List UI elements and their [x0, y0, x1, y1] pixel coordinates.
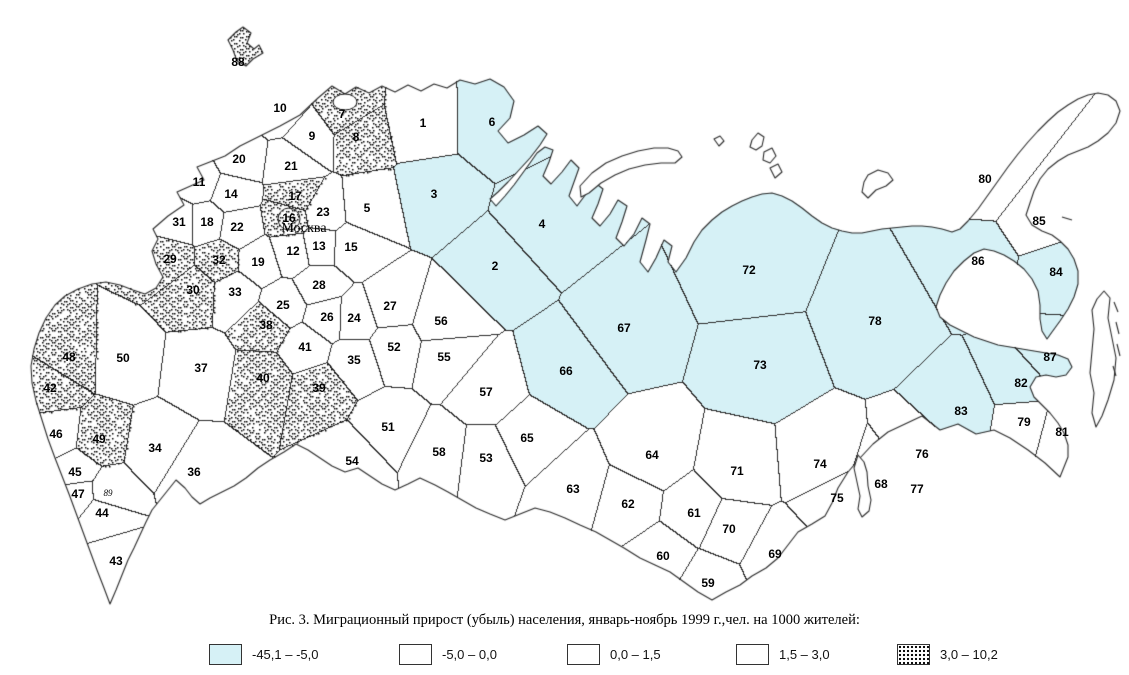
region-label-66: 66 [559, 364, 573, 378]
region-label-46: 46 [49, 427, 63, 441]
region-label-35: 35 [347, 353, 361, 367]
city-label-москва: Москва [281, 221, 327, 236]
legend-label-2: -5,0 – 0,0 [442, 647, 497, 662]
region-label-37: 37 [194, 361, 208, 375]
region-label-32: 32 [212, 253, 226, 267]
region-label-84: 84 [1049, 265, 1063, 279]
region-label-9: 9 [308, 129, 316, 143]
region-label-76: 76 [915, 447, 929, 461]
region-label-10: 10 [273, 101, 287, 115]
region-label-60: 60 [656, 549, 670, 563]
region-label-64: 64 [645, 448, 659, 462]
region-label-71: 71 [730, 464, 744, 478]
region-label-6: 6 [488, 115, 496, 129]
region-label-88: 88 [231, 55, 245, 69]
region-label-25: 25 [276, 298, 290, 312]
region-label-18: 18 [200, 215, 214, 229]
region-label-58: 58 [432, 445, 446, 459]
region-label-45: 45 [68, 465, 82, 479]
region-label-42: 42 [43, 381, 57, 395]
region-label-49: 49 [92, 432, 106, 446]
region-label-23: 23 [316, 205, 330, 219]
region-label-5: 5 [363, 201, 371, 215]
region-label-31: 31 [172, 215, 186, 229]
region-label-59: 59 [701, 576, 715, 590]
region-label-39: 39 [312, 381, 326, 395]
legend-label-4: 1,5 – 3,0 [779, 647, 830, 662]
region-label-17: 17 [288, 189, 302, 203]
region-label-8: 8 [352, 130, 360, 144]
region-label-53: 53 [479, 451, 493, 465]
region-label-61: 61 [687, 506, 701, 520]
region-label-70: 70 [722, 522, 736, 536]
region-label-3: 3 [430, 187, 438, 201]
region-label-54: 54 [345, 454, 359, 468]
region-label-79: 79 [1017, 415, 1031, 429]
region-label-85: 85 [1032, 214, 1046, 228]
region-label-26: 26 [320, 310, 334, 324]
region-label-28: 28 [312, 278, 326, 292]
region-label-21: 21 [284, 159, 298, 173]
region-label-44: 44 [95, 506, 109, 520]
region-label-83: 83 [954, 404, 968, 418]
region-label-40: 40 [256, 371, 270, 385]
region-label-74: 74 [813, 457, 827, 471]
region-label-48: 48 [62, 350, 76, 364]
region-label-89: 89 [103, 488, 113, 498]
region-label-56: 56 [434, 314, 448, 328]
region-label-65: 65 [520, 431, 534, 445]
region-label-55: 55 [437, 350, 451, 364]
region-label-34: 34 [148, 441, 162, 455]
region-label-22: 22 [230, 220, 244, 234]
region-label-77: 77 [910, 482, 924, 496]
region-label-4: 4 [538, 217, 546, 231]
map-caption: Рис. 3. Миграционный прирост (убыль) населения, январь-ноябрь 1999 г.,чел. на 1000 жителей: [269, 612, 860, 628]
legend-label-3: 0,0 – 1,5 [610, 647, 661, 662]
region-label-7: 7 [338, 107, 346, 121]
region-label-16: 16 [282, 211, 296, 225]
region-label-50: 50 [116, 351, 130, 365]
region-label-19: 19 [251, 255, 265, 269]
region-label-69: 69 [768, 547, 782, 561]
region-label-73: 73 [753, 358, 767, 372]
region-label-81: 81 [1055, 425, 1069, 439]
region-label-43: 43 [109, 554, 123, 568]
region-label-20: 20 [232, 152, 246, 166]
region-label-33: 33 [228, 285, 242, 299]
region-label-62: 62 [621, 497, 635, 511]
legend-label-5: 3,0 – 10,2 [940, 647, 998, 662]
region-label-72: 72 [742, 263, 756, 277]
region-label-63: 63 [566, 482, 580, 496]
region-label-30: 30 [186, 283, 200, 297]
region-label-86: 86 [971, 254, 985, 268]
region-label-36: 36 [187, 465, 201, 479]
region-label-11: 11 [192, 175, 206, 189]
region-label-68: 68 [874, 477, 888, 491]
region-label-78: 78 [868, 314, 882, 328]
region-label-47: 47 [71, 487, 85, 501]
region-label-14: 14 [224, 187, 238, 201]
region-label-38: 38 [259, 318, 273, 332]
region-label-13: 13 [312, 239, 326, 253]
region-label-12: 12 [286, 244, 300, 258]
region-label-2: 2 [491, 259, 499, 273]
region-label-75: 75 [830, 491, 844, 505]
region-label-82: 82 [1014, 376, 1028, 390]
region-label-41: 41 [298, 340, 312, 354]
region-label-27: 27 [383, 299, 397, 313]
region-label-15: 15 [344, 240, 358, 254]
region-label-24: 24 [347, 311, 361, 325]
region-label-29: 29 [163, 252, 177, 266]
region-label-87: 87 [1043, 350, 1057, 364]
region-label-1: 1 [419, 116, 427, 130]
region-label-57: 57 [479, 385, 493, 399]
region-label-51: 51 [381, 420, 395, 434]
legend-label-1: -45,1 – -5,0 [252, 647, 319, 662]
region-label-52: 52 [387, 340, 401, 354]
region-label-80: 80 [978, 172, 992, 186]
region-label-67: 67 [617, 321, 631, 335]
